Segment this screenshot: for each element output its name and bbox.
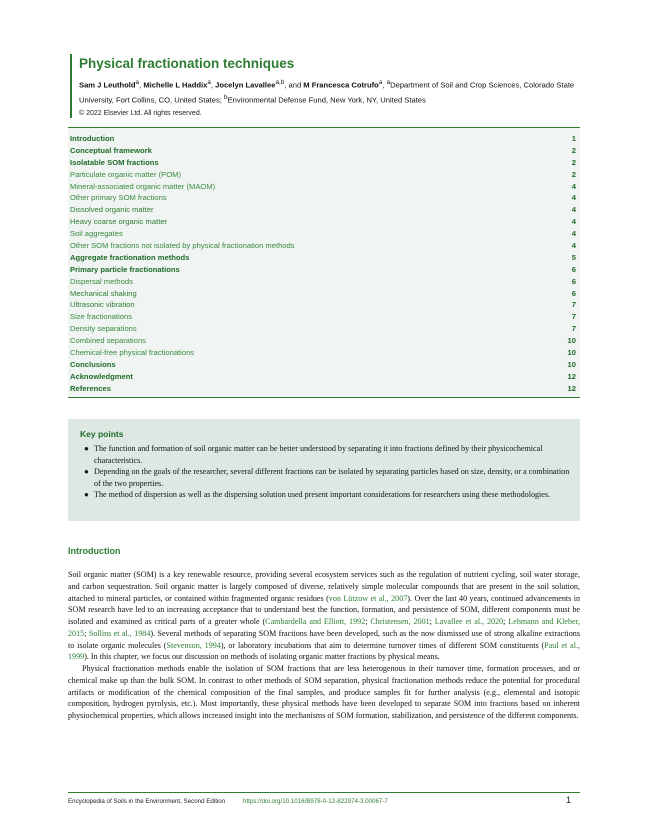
affiliation-b: Environmental Defense Fund, New York, NY, United States — [227, 95, 426, 105]
toc-entry-label: Dissolved organic matter — [70, 205, 154, 215]
toc-entry-page: 4 — [571, 193, 576, 203]
toc-entry[interactable] — [70, 216, 576, 228]
toc-entry-label: Combined separations — [70, 336, 146, 346]
toc-entry-page: 6 — [571, 264, 576, 274]
citation-link[interactable]: von Lützow et al., 2007 — [328, 593, 408, 603]
toc-entry[interactable] — [70, 181, 576, 193]
toc-entry[interactable] — [70, 371, 576, 383]
key-point-item: ● The function and formation of soil organic matter can be better understood by separating it into fractions defined by their physicochemical characteristics. — [84, 444, 543, 465]
copyright-notice: © 2022 Elsevier Ltd. All rights reserved. — [79, 110, 202, 117]
toc-entry-label: Primary particle fractionations — [70, 264, 180, 274]
toc-entry[interactable] — [70, 240, 576, 252]
toc-entry[interactable] — [70, 299, 576, 311]
toc-entry[interactable] — [70, 192, 576, 204]
citation-link[interactable]: Stevenson, 1994 — [166, 640, 221, 650]
toc-entry-label: Conceptual framework — [70, 145, 152, 155]
toc-entry[interactable] — [70, 311, 576, 323]
paragraph: Soil organic matter (SOM) is a key renewable resource, providing several ecosystem services such as the regulation of nutrient cycling, soil water storage, and carbon sequestration. Soil organic matter is largely composed of diverse, relatively simple molecular compounds that are present in the soil solution, attached to mineral particles, or contained within fragmented organic residues (von Lützow et al., 2007). Over the last 40 years, continued advancements in SOM research have led to an increasing acceptance that to understand best the function, formation, and persistence of SOM, different components must be isolated and examined as critical parts of a greater whole (Cambardella and Elliott, 1992; Christensen, 2001; Lavallee et al., 2020; Lehmann and Kleber, 2015; Sollins et al., 1984). Several methods of separating SOM fractions have been developed, such as the now dismissed use of strong alkaline extractions to isolate organic molecules (Stevenson, 1994), or laboratory incubations that aim to determine turnover times of different SOM constituents (Paul et al., 1999). In this chapter, we focus our discussion on methods of isolating organic matter fractions by physical means. — [68, 570, 581, 662]
toc-entry[interactable] — [70, 133, 576, 145]
toc-entry-label: Mineral-associated organic matter (MAOM) — [70, 181, 216, 191]
citation-link[interactable]: Lehmann and Kleber, 2015 — [68, 617, 580, 638]
toc-entry[interactable] — [70, 157, 576, 169]
author-name: Michelle L Haddix — [143, 80, 208, 90]
toc-entry-label: Soil aggregates — [70, 229, 123, 239]
citation-link[interactable]: Christensen, 2001 — [370, 617, 430, 626]
toc-entry-page: 2 — [571, 157, 576, 167]
toc-entry-label: Ultrasonic vibration — [70, 300, 135, 310]
key-points-box — [68, 419, 580, 521]
toc-entry-page: 7 — [571, 312, 576, 322]
key-point-item: ● The method of dispersion as well as the dispersing solution used present important considerations for researchers using these methodologies. — [84, 490, 551, 500]
toc-entry-page: 12 — [567, 371, 576, 381]
toc-entry[interactable] — [70, 359, 576, 371]
toc-entry-page: 6 — [571, 276, 576, 286]
toc-entry-page: 4 — [571, 205, 576, 215]
toc-entry[interactable] — [70, 145, 576, 157]
toc-entry[interactable] — [70, 204, 576, 216]
toc-entry-label: Density separations — [70, 324, 137, 334]
toc-entry-page: 2 — [571, 145, 576, 155]
toc-entry-label: Particulate organic matter (POM) — [70, 169, 181, 179]
toc-entry-page: 1 — [571, 134, 576, 143]
toc-list — [70, 133, 576, 395]
toc-entry-label: Mechanical shaking — [70, 288, 137, 298]
footer-source: Encyclopedia of Soils in the Environment, Second Edition — [68, 798, 226, 805]
footer-doi-link[interactable]: https://doi.org/10.1016/B978-0-12-822974-3.00067-7 — [243, 798, 388, 805]
author-name: Jocelyn Lavallee — [215, 80, 276, 90]
toc-entry[interactable] — [70, 323, 576, 335]
toc-entry[interactable] — [70, 169, 576, 181]
toc-entry[interactable] — [70, 383, 576, 395]
toc-entry[interactable] — [70, 228, 576, 240]
toc-entry[interactable] — [70, 288, 576, 300]
toc-entry-label: Other SOM fractions not isolated by physical fractionation methods — [70, 241, 295, 251]
affiliation-a: Department of Soil and Crop Sciences, Colorado State University, Fort Collins, CO, United States; — [79, 80, 575, 105]
toc-entry-page: 4 — [571, 181, 576, 191]
toc-entry-page: 10 — [567, 359, 576, 369]
author-name: Sam J Leuthold — [79, 80, 136, 90]
key-points-title: Key points — [80, 429, 124, 439]
key-point-item: ● Depending on the goals of the researcher, several different fractions can be isolated by separating particles based on size, density, or a combination of the two properties. — [84, 467, 570, 488]
toc-entry-page: 12 — [567, 383, 576, 393]
toc-entry-label: Acknowledgment — [70, 371, 133, 381]
toc-entry-label: Conclusions — [70, 359, 116, 369]
toc-entry[interactable] — [70, 347, 576, 359]
toc-entry-page: 10 — [567, 348, 576, 358]
author-affiliation-block: Sam J Leuthold$^a$, Michelle L Haddix$^a$, Jocelyn Lavallee$^{a,b}$, and M Francesca Cotrufo$^a$, $^a$Department of Soil and Crop Sciences, Colorado State University, Fort Collins, CO, United States; $^b$Environmental Defense Fund, New York, NY, United States — [79, 79, 575, 105]
toc-entry-label: Heavy coarse organic matter — [70, 217, 168, 227]
toc-entry-page: 10 — [567, 336, 576, 346]
toc-entry[interactable] — [70, 276, 576, 288]
toc-entry-page: 5 — [571, 252, 576, 262]
toc-entry-label: Size fractionations — [70, 312, 133, 322]
title-accent-rule — [70, 54, 72, 118]
toc-entry-label: Dispersal methods — [70, 276, 133, 286]
toc-entry-page: 7 — [571, 324, 576, 334]
citation-link[interactable]: Lavallee et al., 2020 — [434, 617, 504, 626]
citation-link[interactable]: Paul et al., 1999 — [68, 640, 580, 662]
toc-entry[interactable] — [70, 264, 576, 276]
paragraph: Physical fractionation methods enable the isolation of SOM fractions that are less heterogenous in their turnover time, formation processes, and or chemical make up than the bulk SOM. In contrast to other methods of SOM separation, physical fractionation methods reduce the potential for procedural artifacts or modification of the chemical composition of the final samples, and produce samples fit for further analysis (e.g., elemental and isotopic composition, hydrogen pyrolysis, etc.). Most importantly, these physical methods have been developed to separate SOM into fractions based on inherent physiochemical properties, which allows increased insight into the mechanisms of SOM formation, stabilization, and persistence of the different components. — [68, 664, 580, 720]
bullet-icon: ● — [84, 467, 89, 477]
bullet-icon: ● — [84, 490, 89, 500]
page-number: 1 — [566, 795, 572, 805]
toc-entry-page: 2 — [571, 169, 576, 179]
toc-entry-page: 6 — [571, 288, 576, 298]
introduction-body — [68, 569, 580, 722]
citation-link[interactable]: Sollins et al., 1984 — [88, 628, 151, 638]
bullet-icon: ● — [84, 444, 89, 453]
key-points-list — [84, 443, 570, 501]
footer-rule — [68, 792, 580, 793]
section-heading-introduction: Introduction — [68, 546, 121, 556]
toc-entry[interactable] — [70, 335, 576, 347]
toc-entry-page: 7 — [571, 300, 576, 310]
toc-entry-label: Isolatable SOM fractions — [70, 157, 159, 167]
toc-entry-page: 4 — [571, 241, 576, 251]
toc-entry-label: References — [70, 383, 111, 393]
toc-entry[interactable] — [70, 252, 576, 264]
toc-entry-page: 4 — [571, 229, 576, 239]
toc-entry-page: 4 — [571, 217, 576, 227]
toc-entry-label: Other primary SOM fractions — [70, 193, 167, 203]
table-of-contents — [68, 127, 580, 398]
author-name: M Francesca Cotrufo — [303, 80, 379, 90]
toc-entry-label: Aggregate fractionation methods — [70, 252, 190, 262]
toc-entry-label: Introduction — [70, 134, 115, 143]
citation-link[interactable]: Cambardella and Elliott, 1992 — [265, 617, 366, 626]
toc-entry-label: Chemical-free physical fractionations — [70, 348, 195, 358]
article-title: Physical fractionation techniques — [79, 56, 295, 71]
